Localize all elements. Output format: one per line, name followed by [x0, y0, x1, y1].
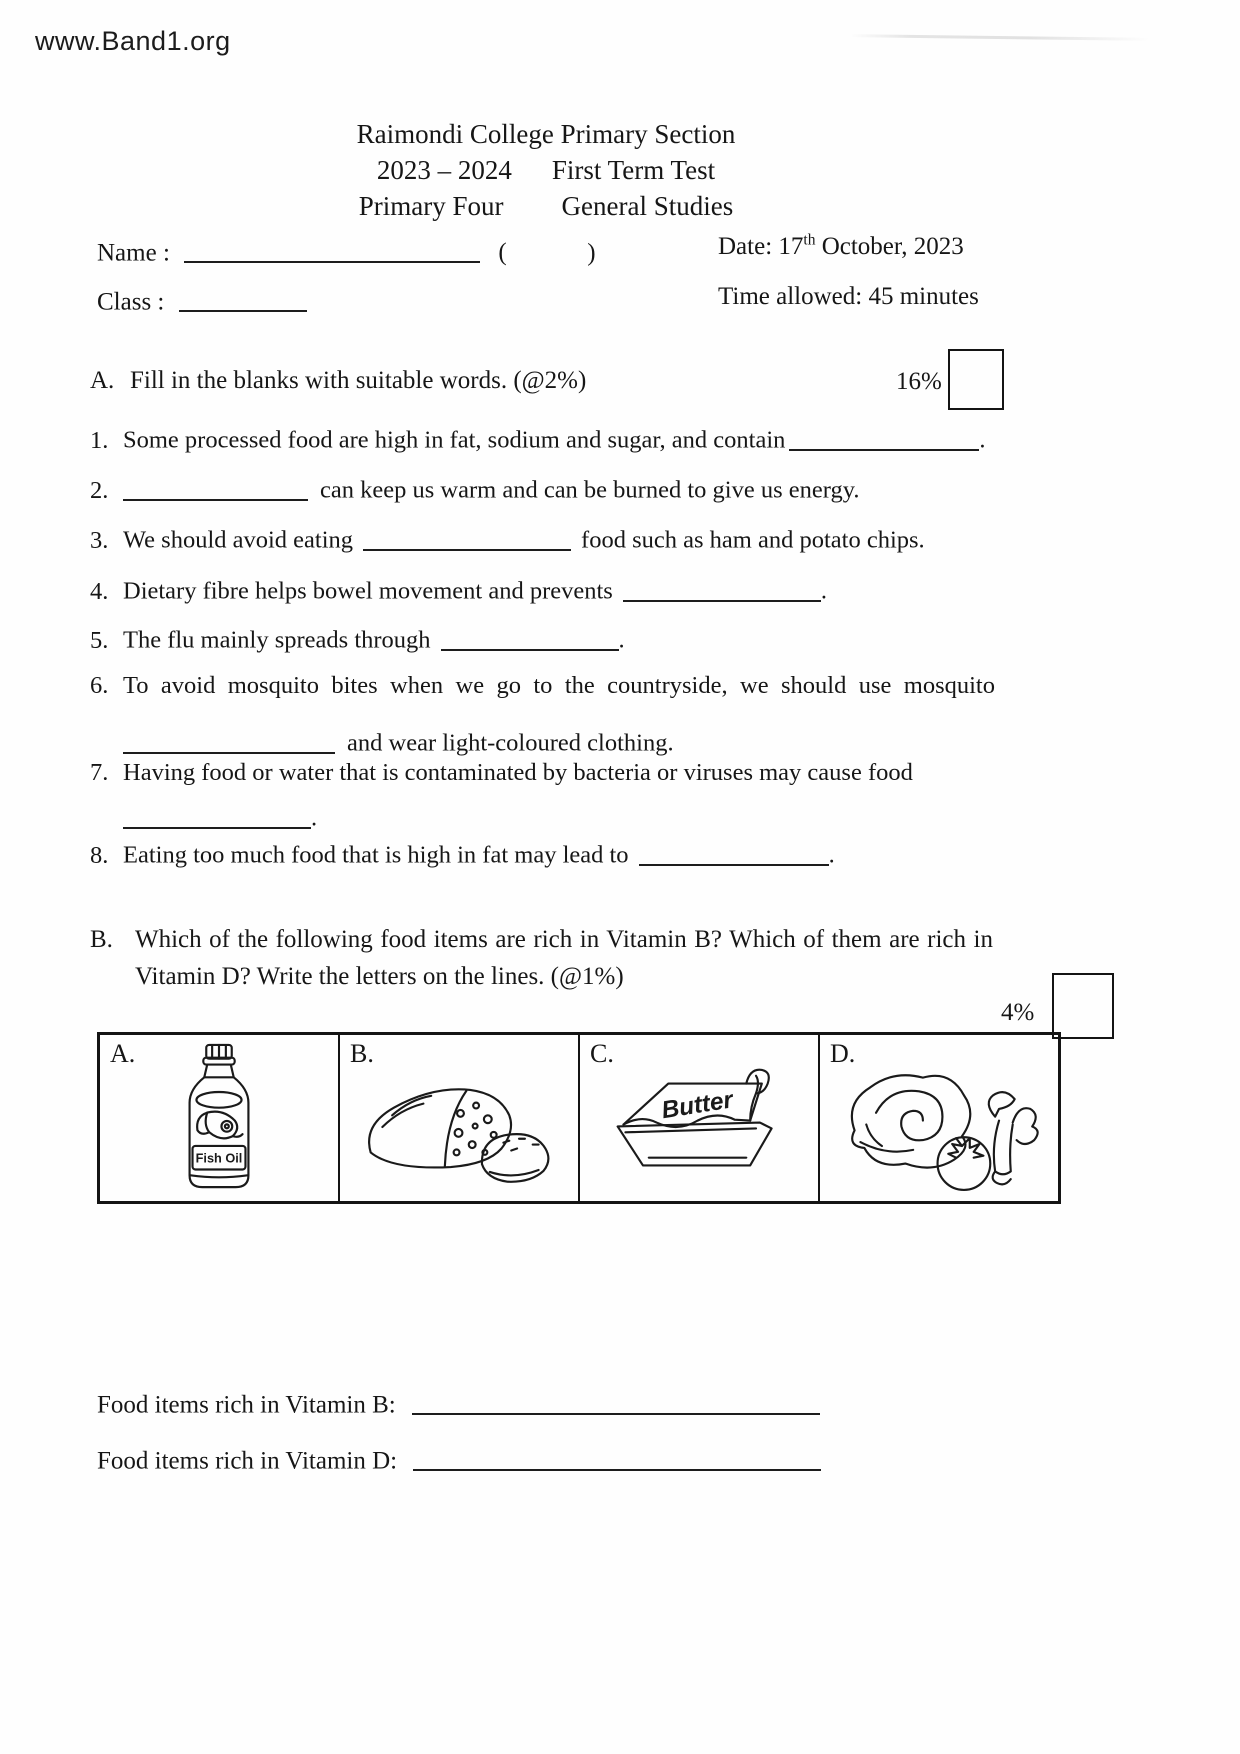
- section-b-label: B.: [90, 926, 113, 953]
- butter-caption: Butter: [659, 1086, 735, 1125]
- section-a-instruction: Fill in the blanks with suitable words. (@2%): [130, 367, 587, 394]
- question-1: 1. Some processed food are high in fat, sodium and sugar, and contain .: [90, 420, 986, 455]
- school-year: 2023 – 2024: [376, 155, 512, 185]
- answer-blank-3: [363, 523, 571, 551]
- vitamin-b-answer-row: [97, 1384, 820, 1419]
- name-row: [97, 232, 596, 267]
- question-7: 7. Having food or water that is contaminated by bacteria or viruses may cause food: [90, 759, 913, 786]
- vitamin-d-answer-row: [97, 1440, 821, 1475]
- section-b-score-box: [1052, 973, 1114, 1039]
- site-watermark: www.Band1.org: [35, 26, 231, 56]
- butter-icon: [604, 1064, 794, 1186]
- date-row: [718, 232, 964, 261]
- section-a-label: A.: [90, 367, 115, 394]
- answer-blank-1: [789, 423, 979, 451]
- section-a-header: [90, 367, 586, 395]
- term-line: [0, 152, 1092, 188]
- class-row: [97, 281, 307, 316]
- question-4: 4. Dietary fibre helps bowel movement and prevents .: [90, 571, 827, 606]
- vitamin-d-answer-label: Food items rich in Vitamin D:: [97, 1447, 398, 1475]
- choice-cell-a: [100, 1035, 340, 1201]
- choice-letter-b: B.: [350, 1039, 374, 1068]
- answer-blank-6: [123, 726, 335, 754]
- time-allowed: Time allowed: 45 minutes: [718, 283, 979, 310]
- answer-blank-8: [639, 838, 829, 866]
- section-a-score-box: [948, 349, 1004, 410]
- section-b-marks: 4%: [1001, 999, 1035, 1026]
- choice-letter-c: C.: [590, 1039, 614, 1068]
- section-a-marks: 16%: [896, 368, 942, 395]
- vitamin-b-answer-line: [412, 1387, 820, 1415]
- date-ordinal: th: [803, 232, 816, 249]
- vegetables-icon: [837, 1052, 1042, 1197]
- question-3: 3. We should avoid eating food such as ham and potato chips.: [90, 520, 925, 555]
- question-6-line2: and wear light-coloured clothing.: [123, 723, 674, 758]
- question-6: 6. To avoid mosquito bites when we go to the countryside, we should use mosquito: [90, 672, 995, 699]
- class-write-line: [179, 284, 307, 312]
- question-8: 8. Eating too much food that is high in fat may lead to .: [90, 835, 835, 870]
- school-name: Raimondi College Primary Section: [356, 119, 736, 149]
- name-label: Name :: [97, 239, 170, 267]
- fish-oil-caption: Fish Oil: [195, 1150, 243, 1166]
- class-number-paren-close: ): [587, 239, 596, 267]
- bread-icon: [357, 1061, 562, 1196]
- subject-line: [0, 188, 1092, 224]
- choice-letter-d: D.: [830, 1039, 856, 1068]
- choice-cell-c: [580, 1035, 820, 1201]
- question-2: 2. can keep us warm and can be burned to give us energy.: [90, 470, 860, 505]
- name-write-line: [184, 235, 480, 263]
- section-b-header: [90, 926, 993, 991]
- scan-artifact: [850, 34, 1150, 41]
- paper-title-block: [0, 116, 1092, 224]
- term-name: First Term Test: [551, 155, 716, 185]
- answer-blank-7: [123, 801, 311, 829]
- vitamin-b-answer-label: Food items rich in Vitamin B:: [97, 1391, 396, 1419]
- answer-blank-5: [441, 623, 619, 651]
- choice-letter-a: A.: [110, 1039, 136, 1068]
- class-label: Class :: [97, 288, 165, 316]
- grade-level: Primary Four: [358, 191, 504, 221]
- question-7-line2: .: [123, 798, 317, 833]
- question-5: 5. The flu mainly spreads through .: [90, 620, 625, 655]
- answer-blank-4: [623, 574, 821, 602]
- fish-oil-bottle-icon: [160, 1042, 278, 1194]
- choice-cell-d: [820, 1035, 1058, 1201]
- choice-cell-b: [340, 1035, 580, 1201]
- answer-blank-2: [123, 473, 308, 501]
- date-text: Date: 17th October, 2023: [718, 232, 964, 261]
- class-number-paren-open: (: [498, 239, 507, 267]
- section-b-instruction-line1: Which of the following food items are rich in Vitamin B? Which of them are rich in: [135, 926, 993, 953]
- question-6-line1: To avoid mosquito bites when we go to the countryside, we should use mosquito: [123, 672, 995, 699]
- vitamin-d-answer-line: [413, 1443, 821, 1471]
- food-choices-table: [97, 1032, 1061, 1204]
- subject-name: General Studies: [561, 191, 734, 221]
- section-b-instruction-line2: Vitamin D? Write the letters on the lines. (@1%): [135, 963, 624, 990]
